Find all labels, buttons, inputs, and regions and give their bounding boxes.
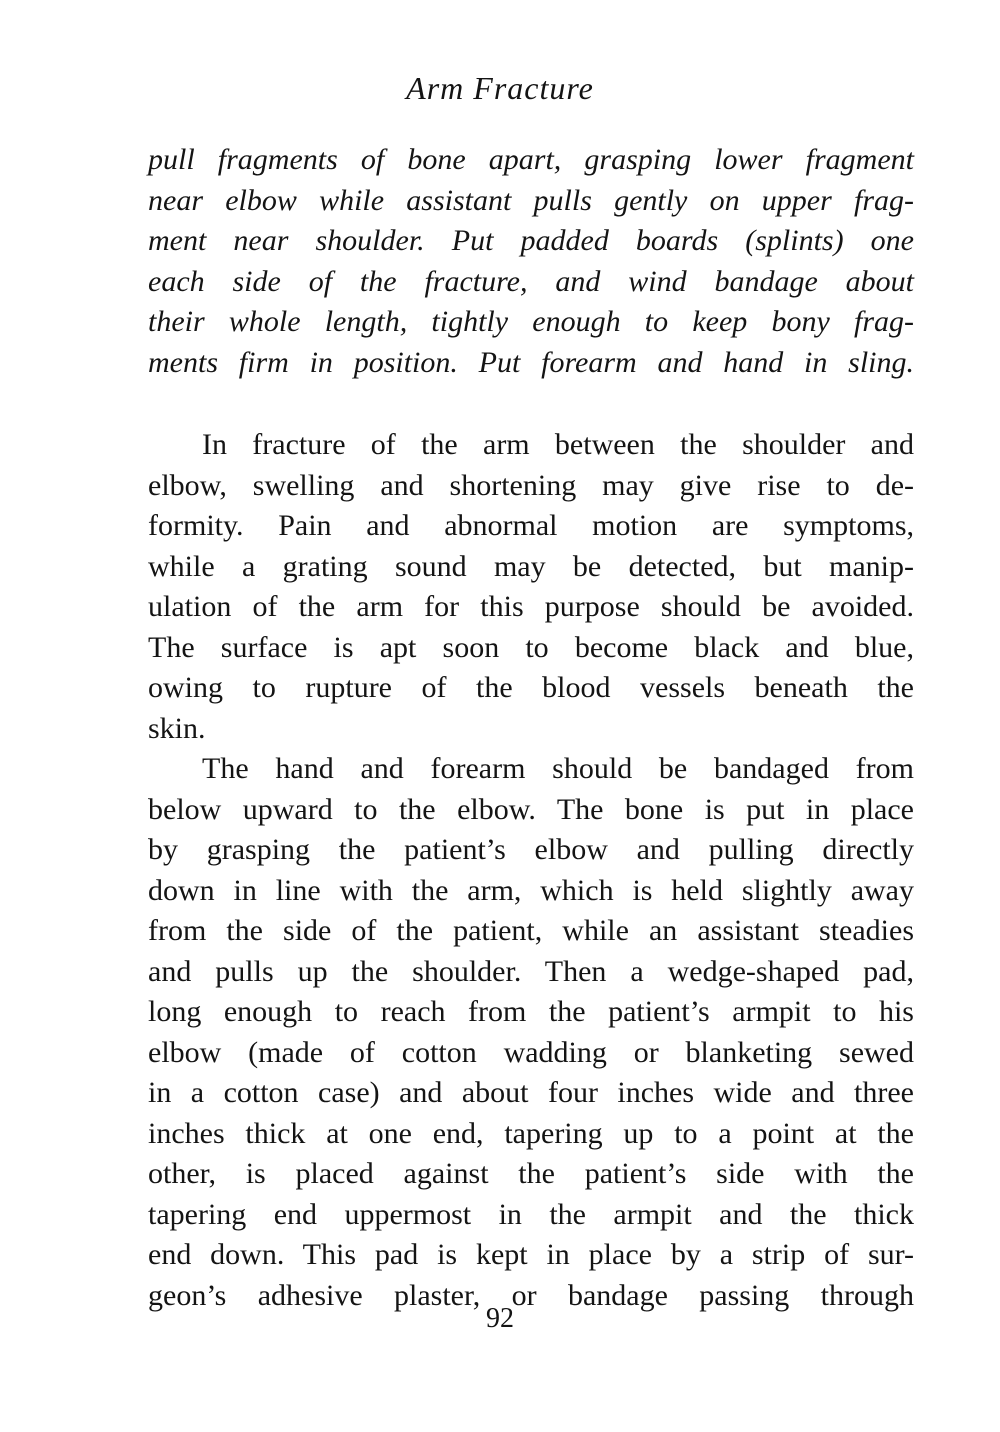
text-line: other, is placed against the patient’s side with the xyxy=(148,1157,914,1190)
text-line: by grasping the patient’s elbow and pulling directly xyxy=(148,833,914,866)
italic-instruction-paragraph xyxy=(148,140,914,383)
text-line: The surface is apt soon to become black and blue, xyxy=(148,630,914,664)
text-line: inches thick at one end, tapering up to a point at the xyxy=(148,1116,914,1150)
text-line: tapering end uppermost in the armpit and the thick xyxy=(148,1197,914,1231)
text-line: their whole length, tightly enough to keep bony frag- xyxy=(148,305,914,338)
text-line: skin. xyxy=(148,711,206,745)
text-line: In fracture of the arm between the shoulder and xyxy=(202,428,914,461)
page-body xyxy=(148,140,914,1316)
text-line: from the side of the patient, while an assistant steadies xyxy=(148,914,914,947)
text-line: in a cotton case) and about four inches wide and three xyxy=(148,1076,914,1109)
text-line: geon’s adhesive plaster, or bandage passing through xyxy=(148,1278,914,1312)
text-line: each side of the fracture, and wind bandage about xyxy=(148,264,914,298)
text-line: ulation of the arm for this purpose should be avoided. xyxy=(148,590,914,623)
text-line: elbow, swelling and shortening may give rise to de- xyxy=(148,468,914,502)
text-line: owing to rupture of the blood vessels beneath the xyxy=(148,671,914,704)
text-line: ment near shoulder. Put padded boards (splints) one xyxy=(148,224,914,257)
paragraph-bandaging-procedure xyxy=(148,749,914,1316)
running-head: Arm Fracture xyxy=(406,70,594,106)
text-line: elbow (made of cotton wadding or blanketing sewed xyxy=(148,1035,914,1069)
text-line: formity. Pain and abnormal motion are symptoms, xyxy=(148,509,914,542)
text-line: ments firm in position. Put forearm and hand in sling. xyxy=(148,345,914,379)
text-line: The hand and forearm should be bandaged from xyxy=(202,752,914,785)
text-line: long enough to reach from the patient’s armpit to his xyxy=(148,995,914,1028)
text-line: down in line with the arm, which is held slightly away xyxy=(148,873,914,907)
text-line: below upward to the elbow. The bone is put in place xyxy=(148,792,914,826)
text-line: while a grating sound may be detected, but manip- xyxy=(148,549,914,583)
paragraph-fracture-symptoms xyxy=(148,425,914,749)
text-line: end down. This pad is kept in place by a strip of sur- xyxy=(148,1238,914,1271)
text-line: near elbow while assistant pulls gently on upper frag- xyxy=(148,183,914,217)
page-number: 92 xyxy=(486,1303,514,1334)
text-line: pull fragments of bone apart, grasping lower fragment xyxy=(148,143,914,176)
text-line: and pulls up the shoulder. Then a wedge-shaped pad, xyxy=(148,954,914,988)
